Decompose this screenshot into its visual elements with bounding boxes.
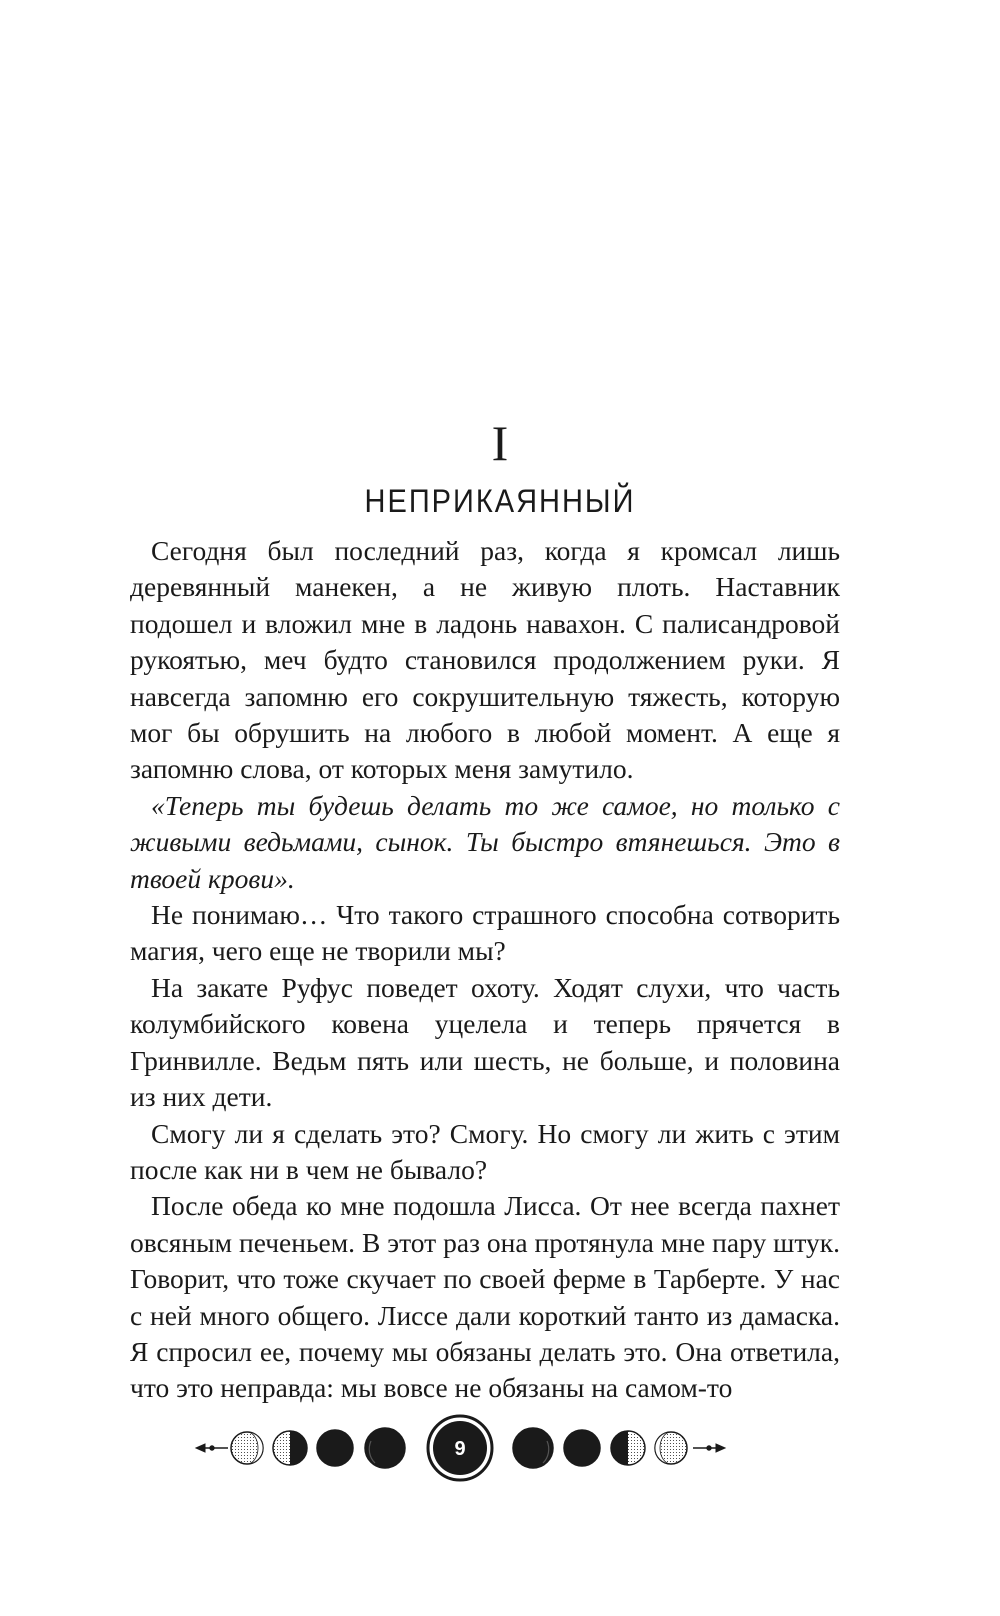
moon-phases-ornament xyxy=(0,1403,1000,1493)
paragraph-1: Сегодня был последний раз, когда я кромсал лишь деревянный манекен, а не живую плоть. Наставник подошел и вложил мне в ладонь навахон. С палисандровой рукоятью, меч будто становился продолжением руки. Я навсегда запомню его сокрушительную тяжесть, которую мог бы обрушить на любого в любой момент. А еще я запомню слова, от которых меня замутило. xyxy=(130,535,840,785)
moon-dark-right-icon xyxy=(513,1428,553,1468)
body-text xyxy=(130,533,840,1407)
moon-waxing-crescent-icon xyxy=(231,1432,263,1464)
chapter-number: I xyxy=(491,415,509,471)
moon-waning-crescent-icon xyxy=(655,1432,687,1464)
moon-dark-icon xyxy=(365,1428,405,1468)
paragraph-2-quote: «Теперь ты будешь делать то же самое, но только с живыми ведьмами, сынок. Ты быстро втянешься. Это в твоей крови». xyxy=(130,789,840,894)
paragraph-3: Не понимаю… Что такого страшного способна сотворить магия, чего еще не творили мы? xyxy=(130,899,840,967)
page-number: 9 xyxy=(454,1438,466,1460)
paragraph-5: Смогу ли я сделать это? Смогу. Но смогу ли жить с этим после как ни в чем не бывало? xyxy=(130,1117,840,1185)
footer-ornament xyxy=(0,1403,1000,1493)
moon-last-quarter-icon xyxy=(611,1431,645,1465)
chapter-title: НЕПРИКАЯННЫЙ xyxy=(364,484,636,520)
right-arrow-icon xyxy=(693,1444,725,1452)
paragraph-4: На закате Руфус поведет охоту. Ходят слухи, что часть колумбийского ковена уцелела и теперь прячется в Гринвилле. Ведьм пять или шесть, не больше, и половина из них дети. xyxy=(130,971,840,1113)
moon-waning-gibbous-icon xyxy=(564,1430,600,1466)
page-number-badge xyxy=(428,1416,492,1480)
moon-first-quarter-icon xyxy=(273,1431,307,1465)
paragraph-6: После обеда ко мне подошла Лисса. От нее всегда пахнет овсяным печеньем. В этот раз она протянула мне пару штук. Говорит, что тоже скучает по своей ферме в Тарберте. У нас с ней много общего. Лиссе дали короткий танто из дамаска. Я спросил ее, почему мы обязаны делать это. Она ответила, что это неправда: мы вовсе не обязаны на самом-то xyxy=(130,1190,840,1404)
left-arrow-icon xyxy=(196,1444,228,1452)
moon-waxing-gibbous-icon xyxy=(317,1430,353,1466)
